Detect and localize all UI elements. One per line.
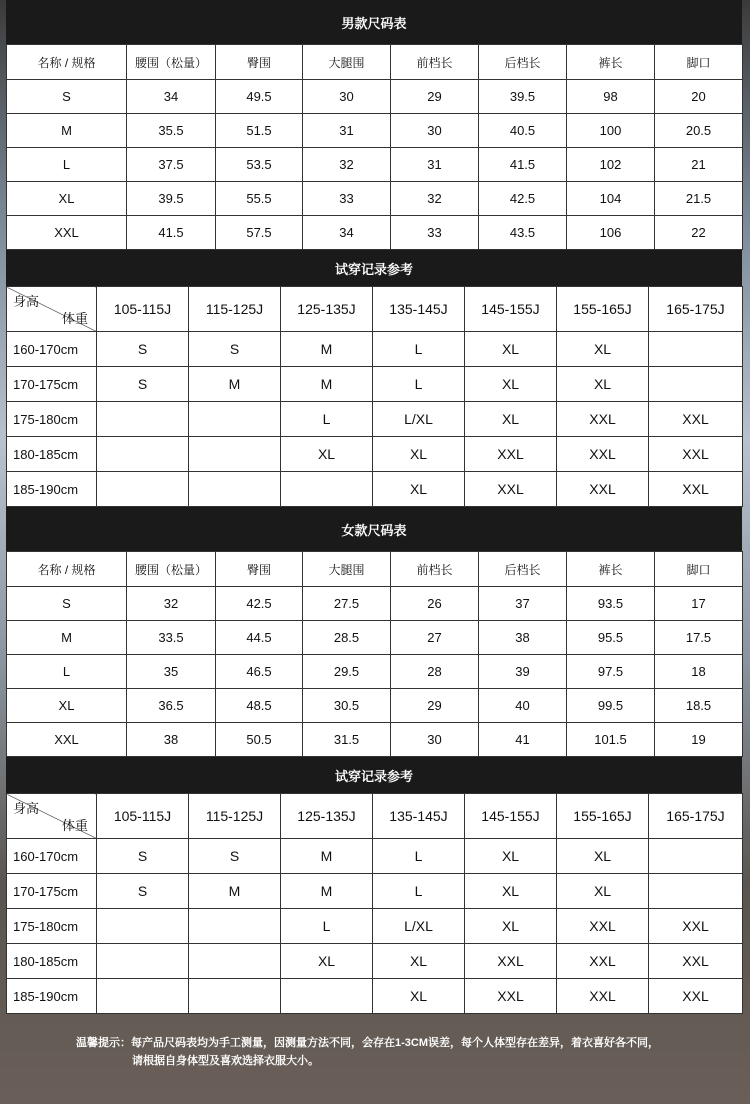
size-cell	[189, 437, 281, 472]
height-cell: 170-175cm	[7, 874, 97, 909]
size-label: XL	[7, 182, 127, 216]
size-cell: L	[281, 909, 373, 944]
size-label: XXL	[7, 216, 127, 250]
column-header: 名称 / 规格	[7, 45, 127, 80]
table-cell: 35	[127, 655, 216, 689]
size-cell	[97, 472, 189, 507]
size-label: XL	[7, 689, 127, 723]
table-cell: 102	[567, 148, 655, 182]
height-cell: 160-170cm	[7, 332, 97, 367]
column-header: 名称 / 规格	[7, 552, 127, 587]
size-cell: XXL	[465, 979, 557, 1014]
table-row	[7, 909, 743, 944]
size-cell: XL	[373, 437, 465, 472]
size-cell: XL	[465, 332, 557, 367]
size-cell	[281, 979, 373, 1014]
size-cell	[281, 472, 373, 507]
size-cell: L	[373, 367, 465, 402]
table-cell: 48.5	[216, 689, 303, 723]
size-cell: XL	[465, 874, 557, 909]
men-size-table	[6, 44, 743, 250]
size-cell: XXL	[649, 979, 743, 1014]
table-cell: 18	[655, 655, 743, 689]
size-label: XXL	[7, 723, 127, 757]
size-cell: XL	[557, 874, 649, 909]
size-cell	[189, 472, 281, 507]
column-header: 腰围（松量）	[127, 45, 216, 80]
table-cell: 30	[391, 114, 479, 148]
size-cell: S	[97, 332, 189, 367]
size-cell: S	[97, 874, 189, 909]
table-cell: 40.5	[479, 114, 567, 148]
table-cell: 18.5	[655, 689, 743, 723]
size-cell: XL	[281, 437, 373, 472]
column-header: 臀围	[216, 552, 303, 587]
size-cell: XL	[373, 944, 465, 979]
size-cell	[97, 909, 189, 944]
table-cell: 30.5	[303, 689, 391, 723]
weight-header: 135-145J	[373, 794, 465, 839]
table-cell: 34	[127, 80, 216, 114]
height-cell: 175-180cm	[7, 402, 97, 437]
table-cell: 37.5	[127, 148, 216, 182]
table-row	[7, 689, 743, 723]
size-cell	[189, 402, 281, 437]
table-cell: 98	[567, 80, 655, 114]
table-cell: 41.5	[127, 216, 216, 250]
table-cell: 17	[655, 587, 743, 621]
table-cell: 34	[303, 216, 391, 250]
height-cell: 185-190cm	[7, 472, 97, 507]
weight-label: 体重	[61, 311, 88, 326]
size-cell: XXL	[557, 402, 649, 437]
table-cell: 33	[391, 216, 479, 250]
table-cell: 49.5	[216, 80, 303, 114]
size-cell: XL	[557, 367, 649, 402]
table-row	[7, 979, 743, 1014]
size-cell: XXL	[557, 979, 649, 1014]
weight-header: 145-155J	[465, 287, 557, 332]
size-cell: L	[373, 874, 465, 909]
table-cell: 39.5	[479, 80, 567, 114]
table-cell: 21	[655, 148, 743, 182]
size-label: L	[7, 148, 127, 182]
women-fit-title: 试穿记录参考	[6, 757, 742, 793]
table-cell: 51.5	[216, 114, 303, 148]
table-cell: 44.5	[216, 621, 303, 655]
column-header: 后档长	[479, 552, 567, 587]
table-cell: 28	[391, 655, 479, 689]
table-cell: 46.5	[216, 655, 303, 689]
size-cell: XL	[465, 402, 557, 437]
table-cell: 26	[391, 587, 479, 621]
table-cell: 93.5	[567, 587, 655, 621]
men-size-title: 男款尺码表	[6, 0, 742, 44]
table-row	[7, 114, 743, 148]
size-label: M	[7, 621, 127, 655]
size-cell: L	[373, 332, 465, 367]
column-header: 前档长	[391, 552, 479, 587]
table-row	[7, 80, 743, 114]
table-cell: 43.5	[479, 216, 567, 250]
size-cell	[649, 367, 743, 402]
table-row	[7, 839, 743, 874]
table-cell: 40	[479, 689, 567, 723]
table-cell: 42.5	[479, 182, 567, 216]
size-cell: XL	[281, 944, 373, 979]
column-header: 臀围	[216, 45, 303, 80]
table-cell: 30	[303, 80, 391, 114]
size-cell: XXL	[557, 909, 649, 944]
height-cell: 160-170cm	[7, 839, 97, 874]
size-cell: XL	[465, 839, 557, 874]
size-cell: S	[189, 839, 281, 874]
header-row	[7, 287, 743, 332]
table-cell: 37	[479, 587, 567, 621]
table-cell: 36.5	[127, 689, 216, 723]
size-cell: S	[97, 839, 189, 874]
weight-header: 125-135J	[281, 794, 373, 839]
table-cell: 99.5	[567, 689, 655, 723]
weight-header: 155-165J	[557, 794, 649, 839]
table-cell: 19	[655, 723, 743, 757]
table-cell: 41.5	[479, 148, 567, 182]
column-header: 腰围（松量）	[127, 552, 216, 587]
size-cell	[649, 332, 743, 367]
women-fit-table	[6, 793, 743, 1014]
table-cell: 106	[567, 216, 655, 250]
table-cell: 32	[127, 587, 216, 621]
height-cell: 180-185cm	[7, 437, 97, 472]
table-cell: 32	[391, 182, 479, 216]
size-cell: XXL	[649, 909, 743, 944]
table-row	[7, 216, 743, 250]
table-row	[7, 621, 743, 655]
weight-header: 145-155J	[465, 794, 557, 839]
table-row	[7, 944, 743, 979]
table-cell: 97.5	[567, 655, 655, 689]
size-cell: XXL	[557, 472, 649, 507]
weight-header: 125-135J	[281, 287, 373, 332]
header-row	[7, 552, 743, 587]
header-row	[7, 794, 743, 839]
tip-line-2: 请根据自身体型及喜欢选择衣服大小。	[132, 1055, 319, 1067]
table-row	[7, 332, 743, 367]
corner-cell	[7, 287, 97, 332]
tip-line-1: 温馨提示：每产品尺码表均为手工测量，因测量方法不同，会存在1-3CM误差，每个人体型存在差异，着衣喜好各不同，	[76, 1037, 660, 1049]
table-cell: 33	[303, 182, 391, 216]
table-cell: 39.5	[127, 182, 216, 216]
table-cell: 20	[655, 80, 743, 114]
column-header: 大腿围	[303, 45, 391, 80]
table-row	[7, 723, 743, 757]
table-row	[7, 874, 743, 909]
column-header: 大腿围	[303, 552, 391, 587]
size-cell: XL	[557, 332, 649, 367]
size-cell: L/XL	[373, 909, 465, 944]
table-row	[7, 437, 743, 472]
size-cell: XXL	[557, 437, 649, 472]
weight-header: 115-125J	[189, 794, 281, 839]
table-cell: 31	[303, 114, 391, 148]
header-row	[7, 45, 743, 80]
table-cell: 22	[655, 216, 743, 250]
table-cell: 32	[303, 148, 391, 182]
table-cell: 31	[391, 148, 479, 182]
size-cell: XL	[557, 839, 649, 874]
table-cell: 29.5	[303, 655, 391, 689]
size-cell	[189, 944, 281, 979]
column-header: 脚口	[655, 552, 743, 587]
table-row	[7, 472, 743, 507]
table-cell: 42.5	[216, 587, 303, 621]
size-cell: S	[97, 367, 189, 402]
column-header: 脚口	[655, 45, 743, 80]
size-cell	[649, 874, 743, 909]
table-cell: 17.5	[655, 621, 743, 655]
table-row	[7, 655, 743, 689]
size-cell: XL	[465, 367, 557, 402]
men-fit-title: 试穿记录参考	[6, 250, 742, 286]
table-row	[7, 402, 743, 437]
table-cell: 50.5	[216, 723, 303, 757]
size-cell: XL	[373, 472, 465, 507]
height-cell: 185-190cm	[7, 979, 97, 1014]
table-cell: 28.5	[303, 621, 391, 655]
table-row	[7, 367, 743, 402]
column-header: 前档长	[391, 45, 479, 80]
table-cell: 41	[479, 723, 567, 757]
size-cell: XL	[465, 909, 557, 944]
table-cell: 35.5	[127, 114, 216, 148]
size-cell: S	[189, 332, 281, 367]
table-cell: 104	[567, 182, 655, 216]
table-cell: 29	[391, 80, 479, 114]
size-cell: XXL	[465, 472, 557, 507]
height-cell: 180-185cm	[7, 944, 97, 979]
size-cell: XXL	[649, 402, 743, 437]
women-size-title: 女款尺码表	[6, 507, 742, 551]
column-header: 裤长	[567, 45, 655, 80]
size-cell: L	[373, 839, 465, 874]
size-cell	[649, 839, 743, 874]
size-cell: M	[281, 839, 373, 874]
table-cell: 53.5	[216, 148, 303, 182]
table-row	[7, 148, 743, 182]
height-cell: 175-180cm	[7, 909, 97, 944]
size-cell: XL	[373, 979, 465, 1014]
table-cell: 101.5	[567, 723, 655, 757]
table-cell: 38	[479, 621, 567, 655]
size-chart-page	[6, 0, 742, 1014]
weight-header: 155-165J	[557, 287, 649, 332]
size-cell: XXL	[557, 944, 649, 979]
size-cell: L/XL	[373, 402, 465, 437]
weight-header: 105-115J	[97, 794, 189, 839]
size-cell: M	[281, 367, 373, 402]
size-cell: L	[281, 402, 373, 437]
size-cell: XXL	[649, 437, 743, 472]
weight-header: 165-175J	[649, 287, 743, 332]
height-label: 身高	[13, 801, 40, 816]
height-cell: 170-175cm	[7, 367, 97, 402]
size-cell: M	[189, 874, 281, 909]
size-cell: M	[281, 874, 373, 909]
size-label: M	[7, 114, 127, 148]
table-cell: 20.5	[655, 114, 743, 148]
table-cell: 29	[391, 689, 479, 723]
size-cell: XXL	[649, 944, 743, 979]
size-label: L	[7, 655, 127, 689]
table-cell: 33.5	[127, 621, 216, 655]
height-label: 身高	[13, 294, 40, 309]
corner-cell	[7, 794, 97, 839]
weight-header: 115-125J	[189, 287, 281, 332]
table-cell: 55.5	[216, 182, 303, 216]
table-cell: 27	[391, 621, 479, 655]
column-header: 裤长	[567, 552, 655, 587]
table-row	[7, 182, 743, 216]
column-header: 后档长	[479, 45, 567, 80]
table-cell: 27.5	[303, 587, 391, 621]
size-label: S	[7, 587, 127, 621]
size-cell	[97, 402, 189, 437]
size-cell	[97, 979, 189, 1014]
table-cell: 31.5	[303, 723, 391, 757]
size-cell: M	[189, 367, 281, 402]
table-cell: 30	[391, 723, 479, 757]
weight-header: 165-175J	[649, 794, 743, 839]
table-row	[7, 587, 743, 621]
size-cell	[97, 437, 189, 472]
size-cell	[189, 909, 281, 944]
table-cell: 95.5	[567, 621, 655, 655]
size-cell	[97, 944, 189, 979]
size-label: S	[7, 80, 127, 114]
table-cell: 57.5	[216, 216, 303, 250]
table-cell: 21.5	[655, 182, 743, 216]
men-fit-table	[6, 286, 743, 507]
tip-note	[0, 1034, 750, 1070]
size-cell: XXL	[649, 472, 743, 507]
size-cell	[189, 979, 281, 1014]
table-cell: 100	[567, 114, 655, 148]
weight-label: 体重	[61, 818, 88, 833]
women-size-table	[6, 551, 743, 757]
size-cell: M	[281, 332, 373, 367]
size-cell: XXL	[465, 944, 557, 979]
table-cell: 39	[479, 655, 567, 689]
size-cell: XXL	[465, 437, 557, 472]
weight-header: 135-145J	[373, 287, 465, 332]
weight-header: 105-115J	[97, 287, 189, 332]
table-cell: 38	[127, 723, 216, 757]
